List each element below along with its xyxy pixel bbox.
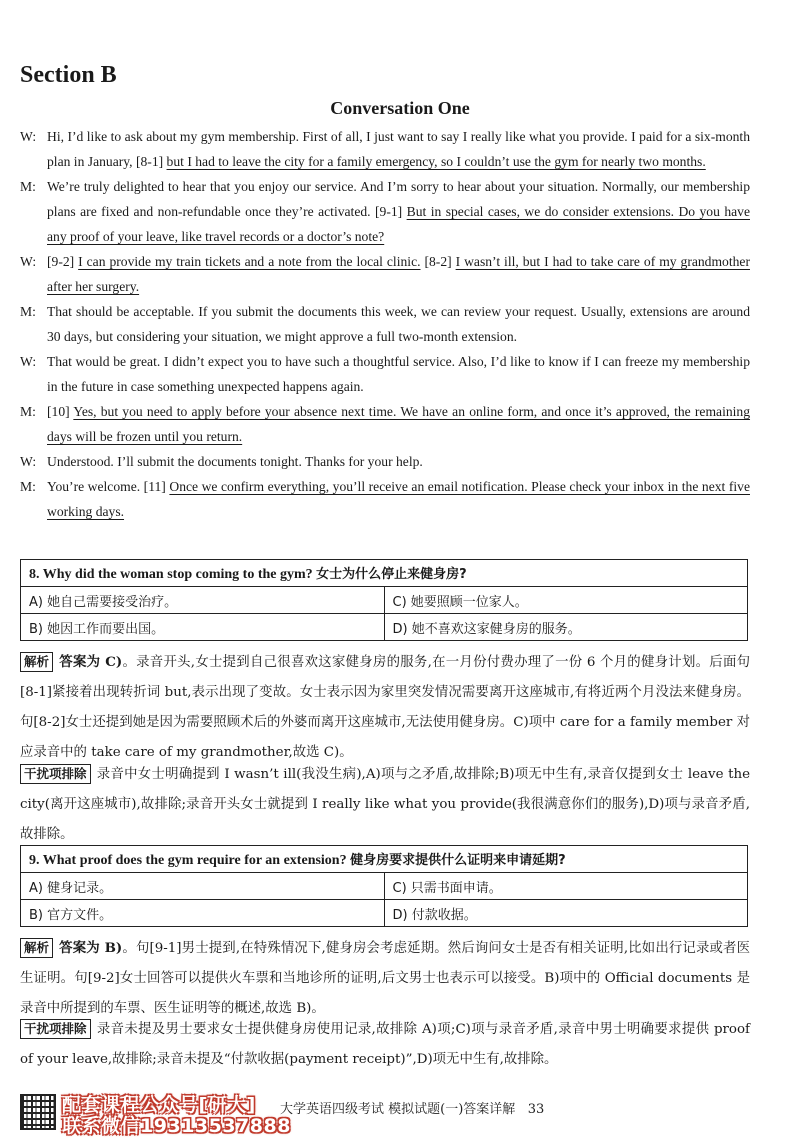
distractor-8-text: 录音中女士明确提到 I wasn’t ill(我没生病),A)项与之矛盾,故排除;B)项无中生有,录音仅提到女士 leave the city(离开这座城市),故排除;录音开头女士就提到 I really like what you provide(我很满意你们的服务),D)项与录音矛盾,故排除。 — [20, 767, 750, 842]
question-9-zh: 健身房要求提供什么证明来申请延期? — [350, 853, 566, 868]
key-sentence: but I had to leave the city for a family emergency, so I couldn’t use the gym for nearly two months. — [166, 154, 706, 169]
dialogue-turn — [20, 399, 750, 449]
q9-option-a: A) 健身记录。 — [21, 873, 385, 900]
dialogue-turn — [20, 249, 750, 299]
question-8 — [21, 560, 748, 587]
analysis-tag: 解析 — [20, 938, 53, 958]
qr-code-icon — [20, 1094, 56, 1130]
analysis-8-text: 。录音开头,女士提到自己很喜欢这家健身房的服务,在一月份付费办理了一份 6 个月的健身计划。后面句[8-1]紧接着出现转折词 but,表示出现了变故。女士表示因为家里突发情况需要离开这座城市,有将近两个月没法来健身房。句[8-2]女士还提到她是因为需要照顾术后的外婆而离开这座城市,无法使用健身房。C)项中 care for a family member 对应录音中的 take care of my grandmother,故选 C)。 — [20, 655, 750, 760]
speaker-label: W: — [20, 354, 37, 369]
key-sentence: But in special cases, we do consider extensions. Do you have any proof of your leave, like travel records or a doctor’s note? — [47, 204, 750, 244]
dialogue-text: Understood. I’ll submit the documents tonight. Thanks for your help. — [47, 454, 423, 469]
page-number: 33 — [527, 1102, 545, 1117]
question-8-text: 8. Why did the woman stop coming to the gym? — [29, 567, 313, 582]
speaker-label: W: — [20, 129, 37, 144]
key-sentence: Once we confirm everything, you’ll receive an email notification. Please check your inbox in the next five working days. — [47, 479, 750, 519]
key-sentence: Yes, but you need to apply before your absence next time. We have an online form, and once it’s approved, the remaining days will be frozen until you return. — [47, 404, 751, 444]
speaker-label: M: — [20, 479, 36, 494]
q9-option-c: C) 只需书面申请。 — [384, 873, 748, 900]
distractor-tag: 干扰项排除 — [20, 764, 91, 784]
footer — [0, 1090, 800, 1137]
dialogue-turn — [20, 124, 750, 174]
key-sentence: I can provide my train tickets and a note from the local clinic. — [78, 254, 421, 269]
question-8-table — [20, 559, 748, 641]
question-9-text: 9. What proof does the gym require for an extension? — [29, 853, 347, 868]
q9-option-b: B) 官方文件。 — [21, 900, 385, 927]
distractor-9-text: 录音未提及男士要求女士提供健身房使用记录,故排除 A)项;C)项与录音矛盾,录音中男士明确要求提供 proof of your leave,故排除;录音未提及“付款收据(payment receipt)”,D)项无中生有,故排除。 — [20, 1022, 750, 1067]
dialogue-turn — [20, 349, 750, 399]
dialogue-turn — [20, 174, 750, 249]
conversation-title: Conversation One — [330, 98, 470, 118]
analysis-9-text: 。句[9-1]男士提到,在特殊情况下,健身房会考虑延期。然后询问女士是否有相关证明,比如出行记录或者医生证明。句[9-2]女士回答可以提供火车票和当地诊所的证明,后文男士也表示可以接受。B)项中的 Official documents 是录音中所提到的车票、医生证明等的概述,故选 B)。 — [20, 941, 750, 1016]
dialogue-turn — [20, 474, 750, 524]
dialogue-turn — [20, 299, 750, 349]
dialogue-text: Hi, I’d like to ask about my gym membership. First of all, I just want to say I really like what you provide. I paid for a six-month plan in January, [8-1] — [47, 129, 750, 169]
promo-banner-line2: 联系微信19313537888 — [62, 1115, 291, 1137]
question-8-zh: 女士为什么停止来健身房? — [316, 567, 467, 582]
distractor-8 — [20, 760, 750, 850]
analysis-tag: 解析 — [20, 652, 53, 672]
answer-9-analysis — [20, 933, 750, 1024]
promo-banner-line1: 配套课程公众号[研大] — [62, 1094, 256, 1116]
page-label: 大学英语四级考试 模拟试题(一)答案详解 — [280, 1102, 516, 1117]
key-sentence: I wasn’t ill, but I had to take care of my grandmother after her surgery. — [47, 254, 750, 294]
dialogue-text: You’re welcome. [11] — [47, 479, 170, 494]
speaker-label: W: — [20, 454, 37, 469]
answer-8-analysis — [20, 647, 750, 768]
page-footer — [280, 1098, 544, 1117]
q9-option-d: D) 付款收据。 — [384, 900, 748, 927]
dialogue-text: We’re truly delighted to hear that you enjoy our service. And I’m sorry to hear about your situation. Normally, our membership plans are fixed and non-refundable once they’re activated. [9-1] — [47, 179, 750, 219]
q8-option-d: D) 她不喜欢这家健身房的服务。 — [384, 614, 748, 641]
answer-9: 答案为 B) — [59, 940, 123, 956]
q8-option-b: B) 她因工作而要出国。 — [21, 614, 385, 641]
dialogue-text: That should be acceptable. If you submit the documents this week, we can review your request. Usually, extensions are around 30 days, but considering your situation, we might approve a full two-month extension. — [47, 304, 750, 344]
question-9-table — [20, 845, 748, 927]
dialogue-text: [8-2] — [420, 254, 456, 269]
q8-option-a: A) 她自己需要接受治疗。 — [21, 587, 385, 614]
speaker-label: M: — [20, 404, 36, 419]
distractor-tag: 干扰项排除 — [20, 1019, 91, 1039]
q8-option-c: C) 她要照顾一位家人。 — [384, 587, 748, 614]
dialogue-turn — [20, 449, 750, 474]
dialogue-text: [10] — [47, 404, 74, 419]
question-9 — [21, 846, 748, 873]
speaker-label: W: — [20, 254, 37, 269]
speaker-label: M: — [20, 304, 36, 319]
distractor-9 — [20, 1015, 750, 1075]
section-title: Section B — [20, 62, 117, 88]
answer-8: 答案为 C) — [59, 654, 123, 670]
dialogue-text: [9-2] — [47, 254, 79, 269]
dialogue-text: That would be great. I didn’t expect you to have such a thoughtful service. Also, I’d like to know if I can freeze my membership in the future in case something unexpected happens again. — [47, 354, 750, 394]
dialogue — [20, 124, 750, 524]
speaker-label: M: — [20, 179, 36, 194]
